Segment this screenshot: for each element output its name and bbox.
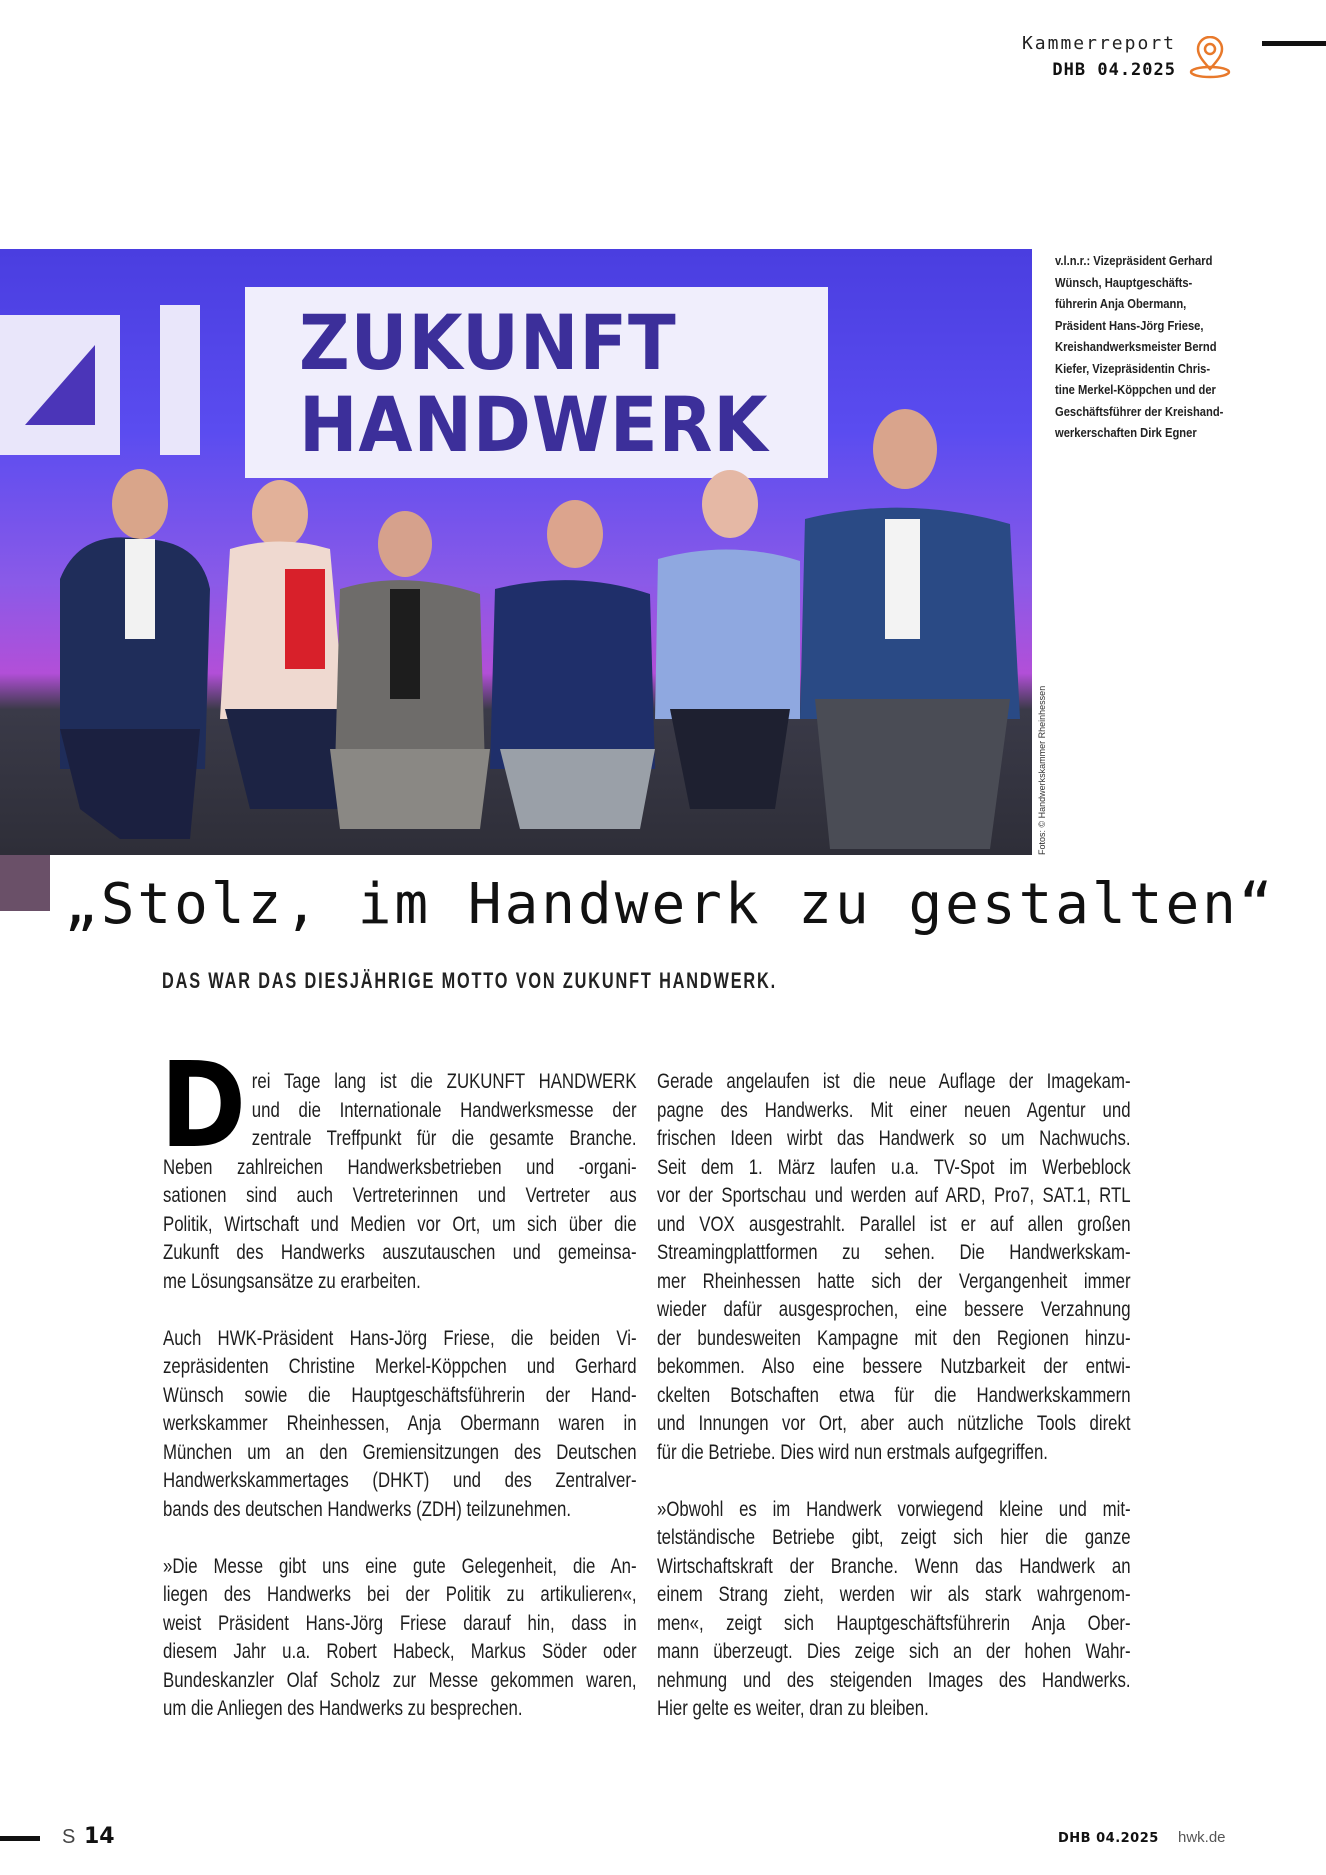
photo-credit: Fotos: © Handwerkskammer Rheinhessen <box>1037 685 1047 855</box>
text-line: Auch HWK-Präsident Hans-Jörg Friese, die beiden Vi- <box>163 1326 637 1350</box>
text-line: wieder dafür ausgesprochen, eine bessere Verzahnung <box>657 1298 1131 1321</box>
text-line: mer Rheinhessen hatte sich der Vergangenheit immer <box>657 1269 1131 1293</box>
text-line: Politik, Wirtschaft und Medien vor Ort, um sich über die <box>163 1212 637 1236</box>
text-line: der bundesweiten Kampagne mit den Regionen hinzu- <box>657 1326 1131 1350</box>
text-line: für die Betriebe. Dies wird nun erstmals aufgegriffen. <box>657 1440 1048 1464</box>
person <box>60 469 210 839</box>
text-line: ckelten Botschaften etwa für die Handwerkskammern <box>657 1383 1131 1407</box>
text-line: und die Internationale Handwerksmesse der <box>251 1098 637 1122</box>
drop-cap: D <box>160 1036 247 1174</box>
banner-line-2: HANDWERK <box>299 380 769 469</box>
text-line: diesem Jahr u.a. Robert Habeck, Markus Söder oder <box>163 1640 637 1663</box>
text-line: liegen des Handwerks bei der Politik zu artikulieren«, <box>163 1583 637 1606</box>
text-line: einem Strang zieht, werden wir als stark wahrgenom- <box>657 1583 1131 1606</box>
text-line: Bundeskanzler Olaf Scholz zur Messe gekommen waren, <box>163 1668 637 1692</box>
text-line: Hier gelte es weiter, dran zu bleiben. <box>657 1697 929 1720</box>
text-line: nehmung und des steigenden Images des Handwerks. <box>657 1668 1131 1692</box>
text-line: Neben zahlreichen Handwerksbetrieben und -organi- <box>163 1155 637 1179</box>
footer-site: hwk.de <box>1178 1829 1226 1846</box>
text-line: »Die Messe gibt uns eine gute Gelegenheit, die An- <box>163 1554 637 1578</box>
text-line: me Lösungsansätze zu erarbeiten. <box>163 1269 421 1293</box>
photo-caption: v.l.n.r.: Vizepräsident Gerhard Wünsch, Hauptgeschäfts- führerin Anja Obermann, Präsident Hans-Jörg Friese, Kreishandwerksmeister Bernd Kiefer, Vizepräsidentin Chris- tine Merkel-Köppchen und der Geschäftsführer der Kreishand- werkerschaften Dirk Egner <box>1055 253 1224 440</box>
text-line: frischen Ideen wirbt das Handwerk so um Nachwuchs. <box>657 1127 1131 1150</box>
header-rule <box>1262 41 1326 46</box>
text-line: zentrale Treffpunkt für die gesamte Branche. <box>251 1127 637 1150</box>
text-line: zepräsidenten Christine Merkel-Köppchen und Gerhard <box>163 1355 637 1378</box>
text-line: um die Anliegen des Handwerks zu besprechen. <box>163 1697 523 1720</box>
text-line: »Obwohl es im Handwerk vorwiegend kleine und mit- <box>657 1497 1131 1521</box>
article-column-right <box>657 1068 1131 1724</box>
text-line: Wirtschaftskraft der Branche. Wenn das Handwerk an <box>657 1554 1131 1578</box>
article-subtitle: DAS WAR DAS DIESJÄHRIGE MOTTO VON ZUKUNFT HANDWERK. <box>162 968 778 993</box>
text-line: und VOX ausgestrahlt. Parallel ist er auf allen großen <box>657 1212 1131 1236</box>
text-line: Streamingplattformen zu sehen. Die Handwerkskam- <box>657 1241 1131 1264</box>
banner-line-1: ZUKUNFT <box>299 298 677 387</box>
text-line: mann überzeugt. Dies zeige sich an der hohen Wahr- <box>657 1640 1131 1663</box>
text-line: vor der Sportschau und werden auf ARD, Pro7, SAT.1, RTL <box>657 1184 1131 1207</box>
text-line: und Innungen vor Ort, aber auch nützliche Tools direkt <box>657 1412 1131 1435</box>
page-prefix: S <box>62 1826 76 1848</box>
location-pin-icon <box>1186 36 1234 87</box>
section-label: Kammerreport <box>1021 33 1176 54</box>
text-line: telständische Betriebe gibt, zeigt sich hier die ganze <box>657 1526 1131 1549</box>
text-line: sationen sind auch Vertreterinnen und Vertreter aus <box>163 1184 637 1207</box>
article-headline: „Stolz, im Handwerk zu gestalten“ <box>64 872 1276 937</box>
text-line: Handwerkskammertages (DHKT) und des Zentralver- <box>163 1469 637 1492</box>
text-line: pagne des Handwerks. Mit einer neuen Agentur und <box>657 1098 1131 1122</box>
text-line: werkskammer Rheinhessen, Anja Obermann waren in <box>163 1412 637 1435</box>
text-line: München um an den Gremiensitzungen des Deutschen <box>163 1440 637 1464</box>
text-line: weist Präsident Hans-Jörg Friese darauf hin, dass in <box>163 1611 637 1635</box>
people-illustration <box>0 249 1032 855</box>
photo-edge <box>0 855 50 911</box>
page-number: 14 <box>84 1824 115 1849</box>
article-column-left <box>163 1068 637 1724</box>
issue-label: DHB 04.2025 <box>1052 60 1176 80</box>
text-line: bekommen. Also eine bessere Nutzbarkeit der entwi- <box>657 1355 1131 1378</box>
group-photo <box>0 249 1032 855</box>
text-line: bands des deutschen Handwerks (ZDH) teilzunehmen. <box>163 1497 572 1521</box>
text-line: men«, zeigt sich Hauptgeschäftsführerin Anja Ober- <box>657 1611 1131 1635</box>
text-line: Seit dem 1. März laufen u.a. TV-Spot im Werbeblock <box>657 1155 1131 1179</box>
footer-issue: DHB 04.2025 <box>1058 1831 1159 1846</box>
text-line: rei Tage lang ist die ZUKUNFT HANDWERK <box>251 1070 637 1093</box>
text-line: Wünsch sowie die Hauptgeschäftsführerin der Hand- <box>163 1383 637 1407</box>
text-line: Gerade angelaufen ist die neue Auflage der Imagekam- <box>657 1070 1131 1093</box>
footer-rule <box>0 1836 40 1841</box>
text-line: Zukunft des Handwerks auszutauschen und gemeinsa- <box>163 1241 637 1264</box>
